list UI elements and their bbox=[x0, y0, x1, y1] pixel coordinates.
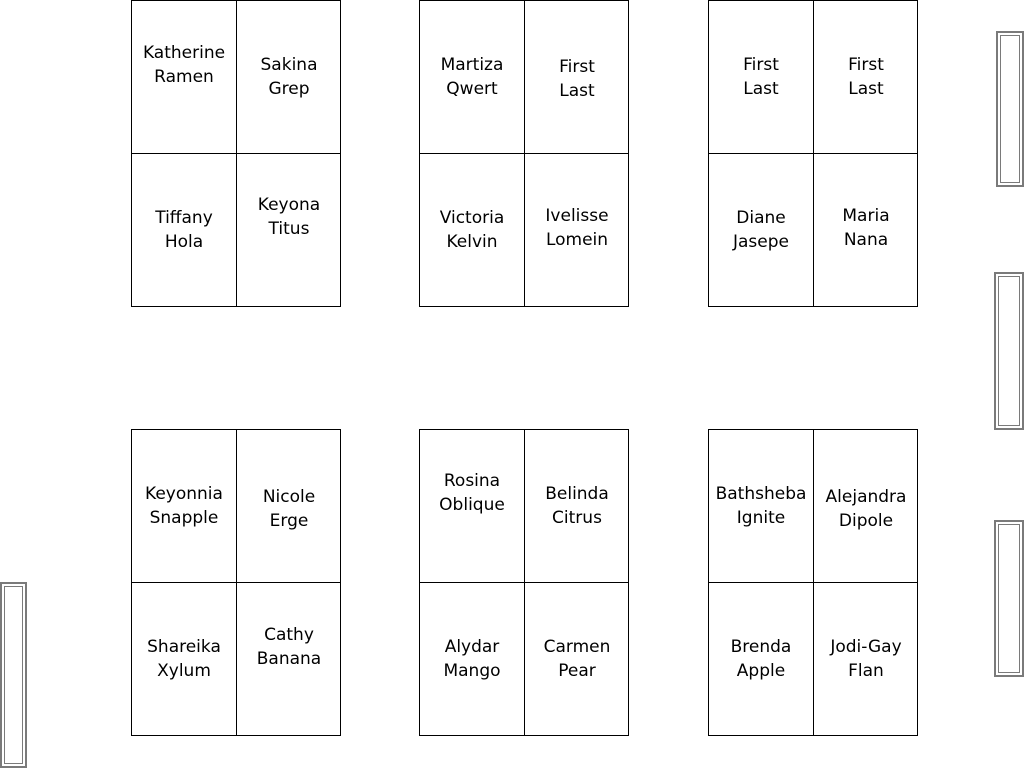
seat-last-name: Erge bbox=[269, 511, 309, 531]
seat-last-name: Last bbox=[559, 81, 595, 101]
seat-last-name: Ramen bbox=[154, 67, 214, 87]
seat-first-name: Rosina bbox=[443, 471, 501, 491]
seat-1-4 bbox=[237, 154, 341, 306]
seat-4-1 bbox=[132, 430, 236, 582]
seat-2-4 bbox=[525, 154, 629, 306]
seat-first-name: Jodi-Gay bbox=[830, 637, 902, 657]
seat-3-3 bbox=[709, 154, 813, 306]
seat-6-1 bbox=[709, 430, 813, 582]
seat-last-name: Hola bbox=[164, 232, 204, 252]
seat-last-name: Xylum bbox=[157, 661, 211, 681]
seat-first-name: Martiza bbox=[440, 55, 504, 75]
seat-last-name: Oblique bbox=[439, 495, 505, 515]
seat-last-name: Banana bbox=[256, 649, 322, 669]
seat-last-name: Pear bbox=[558, 661, 596, 681]
seat-last-name: Jasepe bbox=[733, 232, 789, 252]
seat-last-name: Mango bbox=[443, 661, 501, 681]
seat-5-1 bbox=[420, 430, 524, 582]
seat-5-4 bbox=[525, 583, 629, 735]
seat-last-name: Snapple bbox=[149, 508, 219, 528]
seat-3-1 bbox=[709, 1, 813, 153]
seat-2-3 bbox=[420, 154, 524, 306]
seat-first-name: Katherine bbox=[142, 43, 226, 63]
seat-first-name: Shareika bbox=[147, 637, 221, 657]
seat-last-name: Last bbox=[743, 79, 779, 99]
seat-3-2 bbox=[814, 1, 918, 153]
seat-1-3 bbox=[132, 154, 236, 306]
seat-first-name: Brenda bbox=[730, 637, 792, 657]
seat-first-name: Alydar bbox=[444, 637, 500, 657]
seat-last-name: Grep bbox=[268, 79, 310, 99]
seat-first-name: Sakina bbox=[260, 55, 318, 75]
left-door bbox=[0, 582, 27, 768]
seat-first-name: Cathy bbox=[264, 625, 314, 645]
seat-2-2 bbox=[525, 1, 629, 153]
seat-last-name: Nana bbox=[843, 230, 889, 250]
seat-4-3 bbox=[132, 583, 236, 735]
seat-last-name: Ignite bbox=[736, 508, 786, 528]
seat-5-3 bbox=[420, 583, 524, 735]
seat-first-name: Alejandra bbox=[825, 487, 907, 507]
seat-6-4 bbox=[814, 583, 918, 735]
seat-6-3 bbox=[709, 583, 813, 735]
seat-last-name: Titus bbox=[268, 219, 310, 239]
right-door-bottom bbox=[994, 520, 1024, 677]
seat-4-4 bbox=[237, 583, 341, 735]
seat-first-name: Carmen bbox=[543, 637, 611, 657]
seat-5-2 bbox=[525, 430, 629, 582]
seat-last-name: Last bbox=[848, 79, 884, 99]
right-door-top bbox=[996, 31, 1024, 187]
seat-last-name: Dipole bbox=[838, 511, 894, 531]
table-pod-2 bbox=[419, 0, 629, 307]
seat-first-name: Diane bbox=[736, 208, 786, 228]
seat-first-name: Bathsheba bbox=[715, 484, 807, 504]
seat-first-name: First bbox=[743, 55, 779, 75]
table-pod-5 bbox=[419, 429, 629, 736]
seat-1-1 bbox=[132, 1, 236, 153]
seat-last-name: Flan bbox=[848, 661, 884, 681]
seat-first-name: First bbox=[559, 57, 595, 77]
seat-3-4 bbox=[814, 154, 918, 306]
seat-last-name: Qwert bbox=[446, 79, 498, 99]
seat-2-1 bbox=[420, 1, 524, 153]
seat-4-2 bbox=[237, 430, 341, 582]
seat-first-name: Tiffany bbox=[155, 208, 213, 228]
seat-first-name: Nicole bbox=[262, 487, 316, 507]
seat-last-name: Citrus bbox=[552, 508, 602, 528]
seat-first-name: Belinda bbox=[545, 484, 609, 504]
seat-first-name: Maria bbox=[842, 206, 890, 226]
table-pod-4 bbox=[131, 429, 341, 736]
seat-first-name: Keyonnia bbox=[145, 484, 223, 504]
seat-last-name: Kelvin bbox=[446, 232, 498, 252]
table-pod-1 bbox=[131, 0, 341, 307]
seat-6-2 bbox=[814, 430, 918, 582]
table-pod-3 bbox=[708, 0, 918, 307]
seat-1-2 bbox=[237, 1, 341, 153]
seat-last-name: Lomein bbox=[545, 230, 609, 250]
seat-last-name: Apple bbox=[736, 661, 786, 681]
right-door-middle bbox=[994, 272, 1024, 430]
seat-first-name: Ivelisse bbox=[545, 206, 609, 226]
seat-first-name: Keyona bbox=[257, 195, 321, 215]
seat-first-name: First bbox=[848, 55, 884, 75]
table-pod-6 bbox=[708, 429, 918, 736]
seat-first-name: Victoria bbox=[439, 208, 505, 228]
